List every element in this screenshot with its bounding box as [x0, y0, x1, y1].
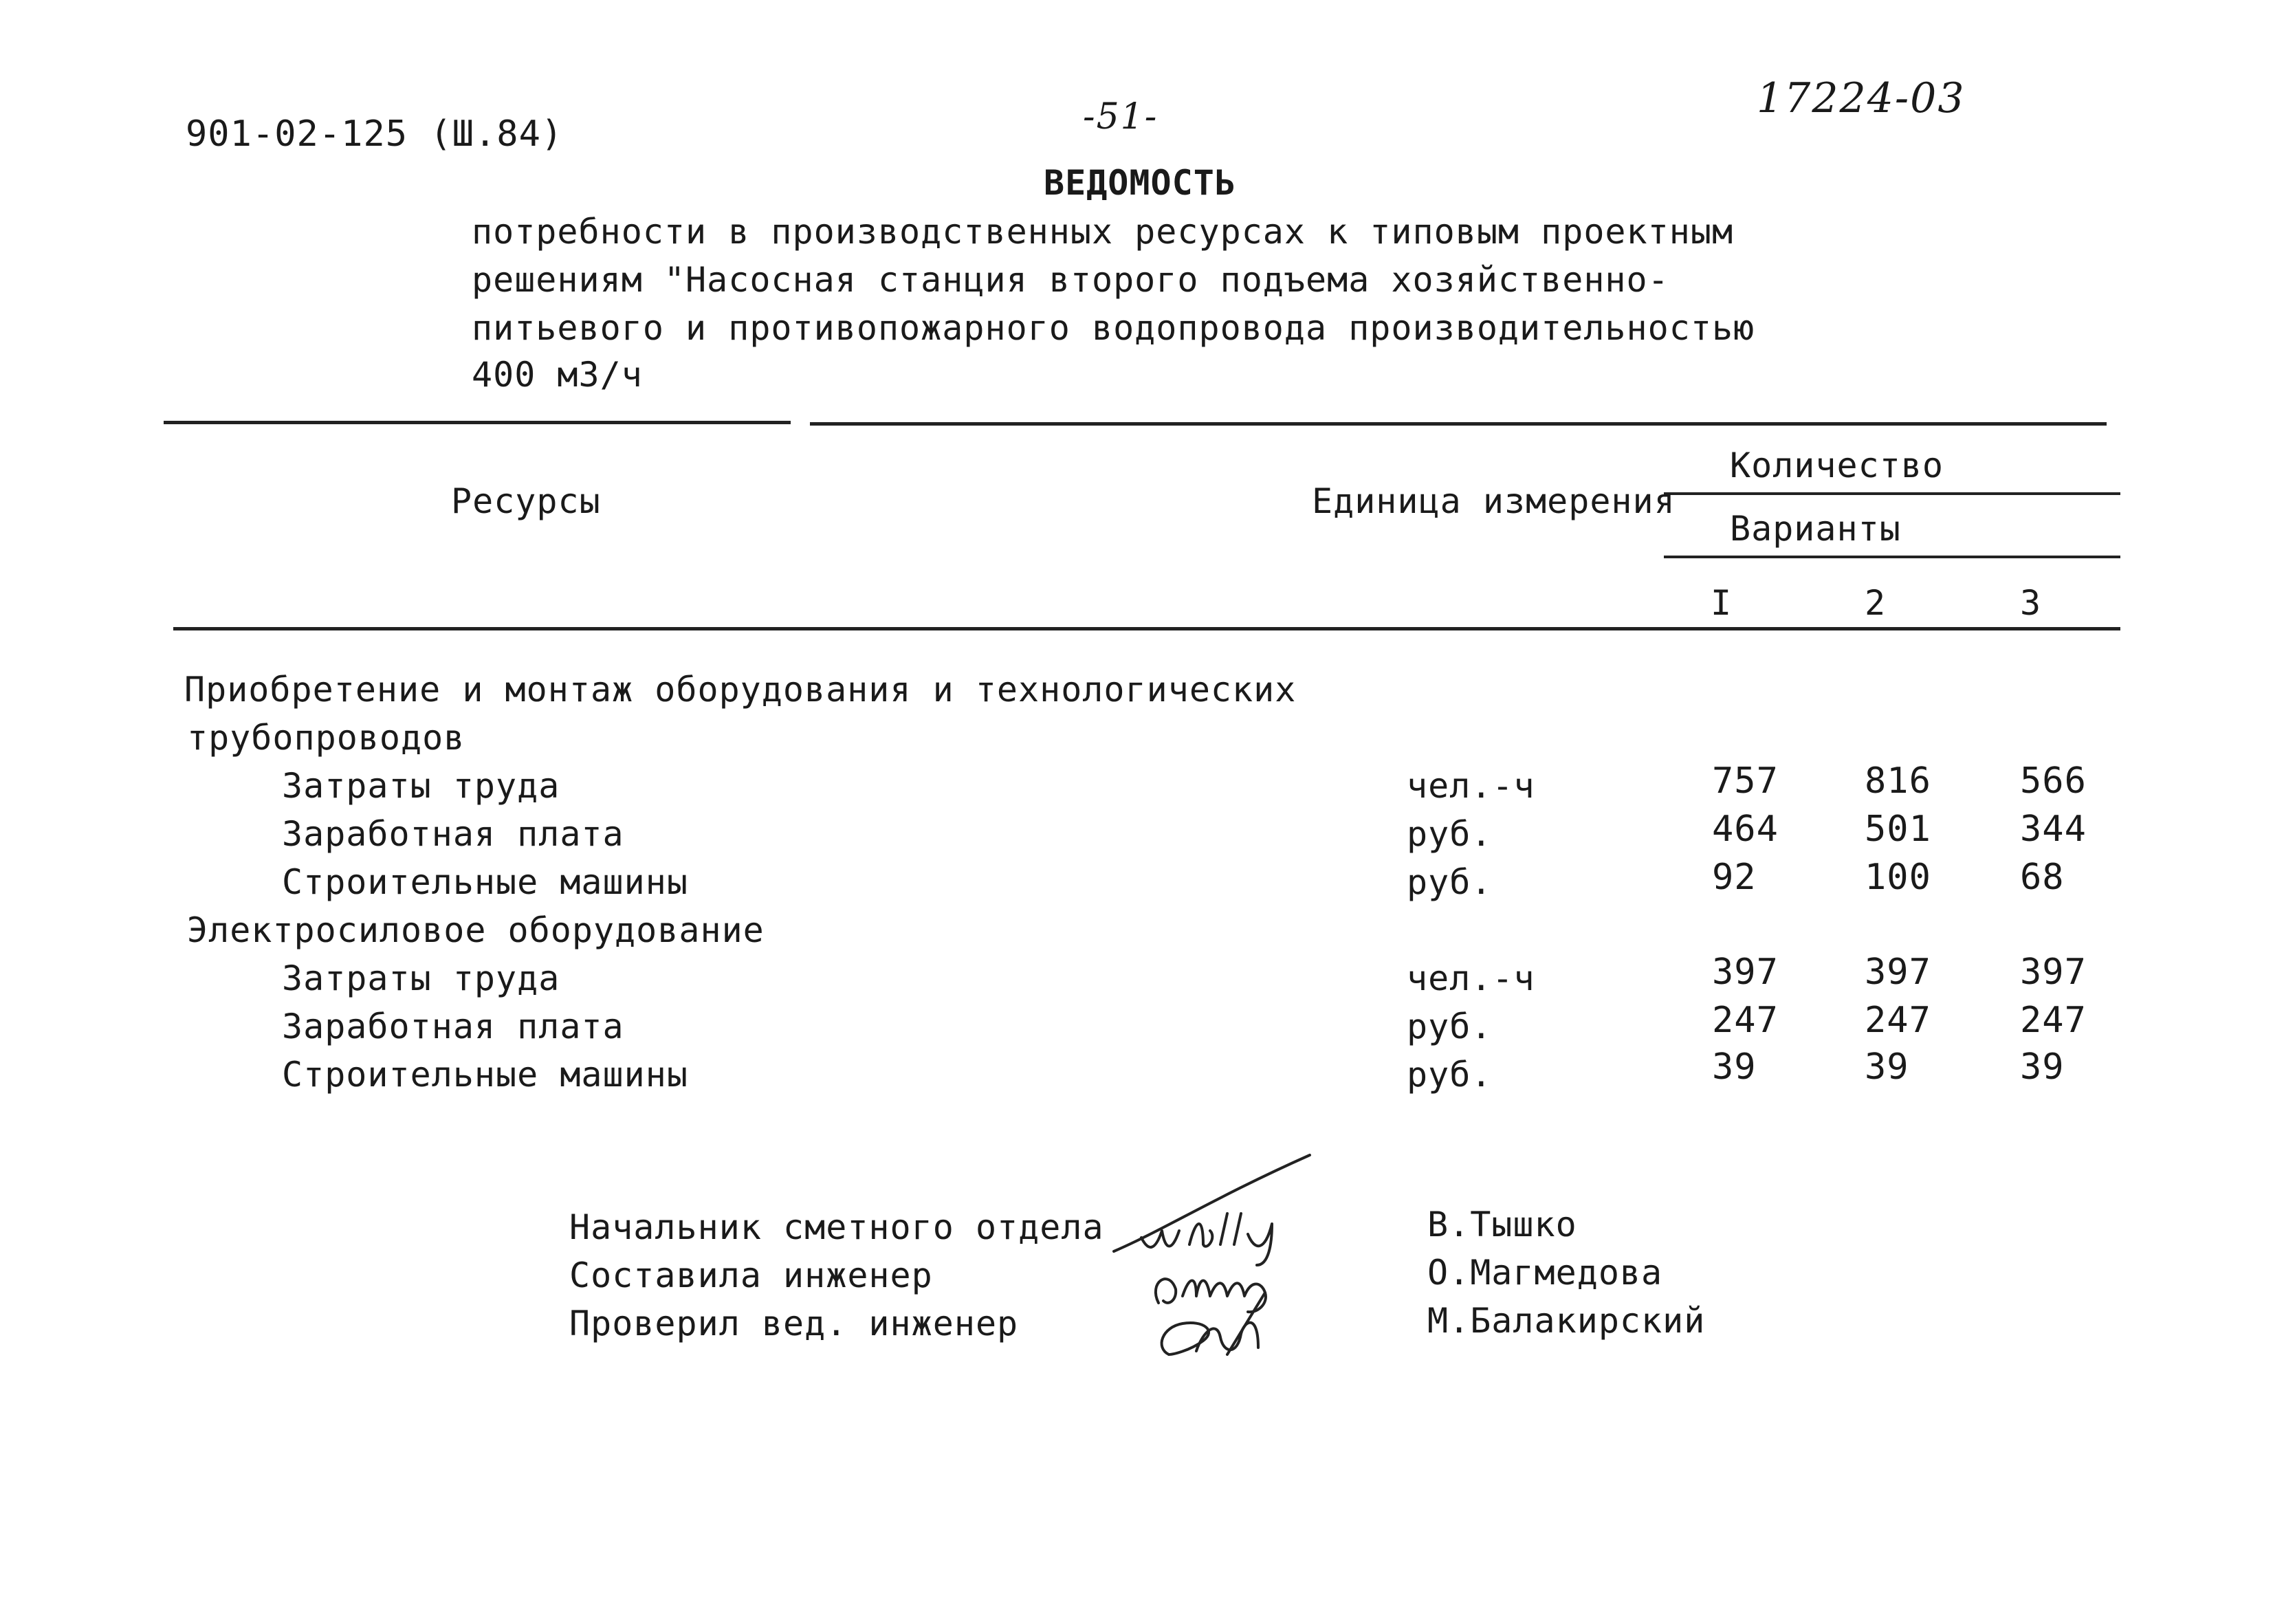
table-cell-variant-2: 247 [1865, 1000, 1931, 1041]
document-title: ВЕДОМОСТЬ [1044, 163, 1236, 203]
table-header-bottom-rule [173, 627, 2120, 630]
table-row-label: трубопроводов [187, 718, 465, 758]
page-number: -51- [1083, 96, 1159, 138]
column-header-resources: Ресурсы [451, 481, 601, 521]
variant-number-2: 2 [1865, 583, 1887, 623]
subtitle-line-2: решениям "Насосная станция второго подъема хозяйственно- [472, 260, 1669, 300]
column-header-unit: Единица измерения [1312, 481, 1676, 521]
table-cell-variant-2: 501 [1865, 809, 1931, 850]
document-code: 901-02-125 (Ш.84) [186, 113, 564, 155]
table-cell-variant-1: 757 [1712, 760, 1779, 802]
subtitle-line-1: потребности в производственных ресурсах к типовым проектным [472, 212, 1734, 252]
table-cell-variant-3: 397 [2020, 952, 2087, 993]
table-cell-variant-3: 39 [2020, 1046, 2065, 1088]
signature-name: О.Магмедова [1427, 1253, 1663, 1293]
variant-number-3: 3 [2020, 583, 2042, 623]
table-row-label: Приобретение и монтаж оборудования и технологических [184, 670, 1297, 710]
table-row-label: Строительные машины [282, 1055, 688, 1095]
signature-name: М.Балакирский [1427, 1301, 1706, 1341]
table-row-label: Затраты труда [282, 958, 560, 998]
table-row-unit: руб. [1407, 1055, 1493, 1095]
table-row-unit: руб. [1407, 862, 1493, 902]
column-header-quantity: Количество [1730, 446, 1944, 485]
table-cell-variant-1: 39 [1712, 1046, 1757, 1088]
table-cell-variant-3: 247 [2020, 1000, 2087, 1041]
subtitle-line-3: питьевого и противопожарного водопровода производительностью [472, 308, 1755, 348]
table-cell-variant-3: 566 [2020, 760, 2087, 802]
table-cell-variant-3: 68 [2020, 857, 2065, 898]
table-cell-variant-1: 464 [1712, 809, 1779, 850]
handwritten-signatures [1100, 1148, 1327, 1368]
variants-rule [1664, 556, 2120, 558]
signature-name: В.Тышко [1427, 1205, 1577, 1244]
table-top-rule-left [164, 421, 791, 424]
table-row-unit: чел.-ч [1407, 766, 1535, 806]
signature-role: Начальник сметного отдела [569, 1207, 1104, 1247]
table-cell-variant-1: 92 [1712, 857, 1757, 898]
variant-number-1: I [1711, 583, 1733, 623]
table-row-label: Электросиловое оборудование [187, 910, 765, 950]
table-top-rule-right [810, 422, 2107, 426]
subtitle-line-4: 400 м3/ч [472, 355, 643, 395]
table-cell-variant-3: 344 [2020, 809, 2087, 850]
table-row-label: Строительные машины [282, 862, 688, 902]
column-header-variants: Варианты [1730, 509, 1901, 549]
archive-number: 17224-03 [1757, 74, 1966, 122]
table-cell-variant-2: 397 [1865, 952, 1931, 993]
table-cell-variant-2: 816 [1865, 760, 1931, 802]
signature-role: Составила инженер [569, 1255, 933, 1295]
table-row-label: Заработная плата [282, 1007, 624, 1046]
table-cell-variant-1: 247 [1712, 1000, 1779, 1041]
table-row-unit: руб. [1407, 1007, 1493, 1046]
table-row-label: Затраты труда [282, 766, 560, 806]
quantity-rule [1664, 492, 2120, 495]
table-cell-variant-2: 39 [1865, 1046, 1909, 1088]
table-row-unit: чел.-ч [1407, 958, 1535, 998]
table-row-label: Заработная плата [282, 814, 624, 854]
table-cell-variant-2: 100 [1865, 857, 1931, 898]
signature-role: Проверил вед. инженер [569, 1304, 1019, 1343]
table-row-unit: руб. [1407, 814, 1493, 854]
table-cell-variant-1: 397 [1712, 952, 1779, 993]
